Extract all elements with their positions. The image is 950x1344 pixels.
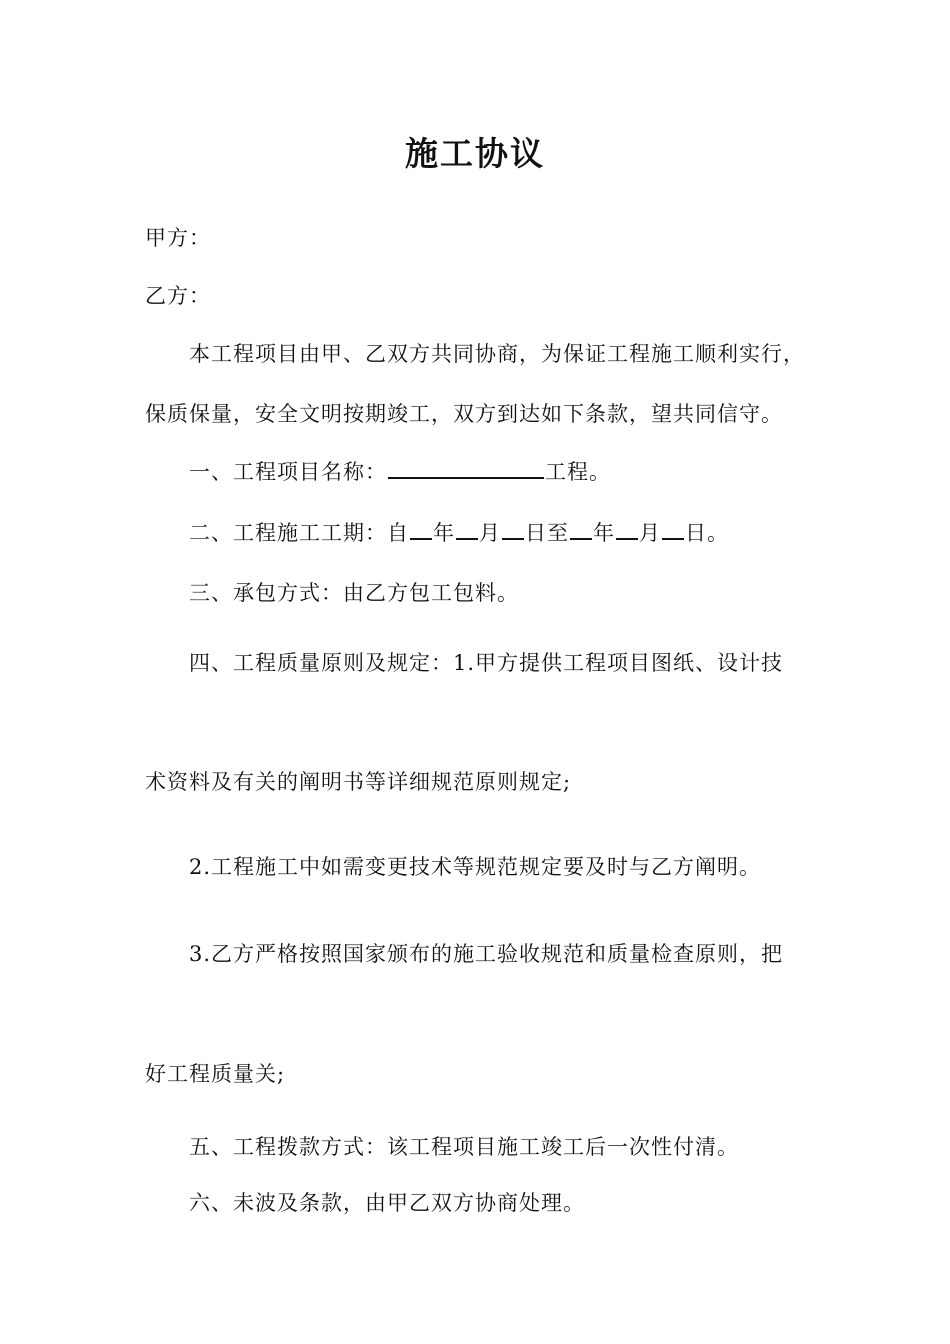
end-day-blank (662, 518, 684, 540)
clause-4-item-3-line-1: 3.乙方严格按照国家颁布的施工验收规范和质量检查原则，把 (189, 942, 784, 966)
clause-5-payment: 五、工程拨款方式：该工程项目施工竣工后一次性付清。 (189, 1135, 739, 1159)
clause-2-prefix: 二、工程施工工期：自 (189, 521, 409, 545)
clause-1-suffix: 工程。 (545, 460, 611, 484)
end-month-label: 月 (639, 521, 661, 545)
intro-paragraph-line-1: 本工程项目由甲、乙双方共同协商，为保证工程施工顺利实行， (189, 342, 805, 366)
start-year-blank (410, 518, 432, 540)
start-day-label: 日至 (525, 521, 569, 545)
start-month-label: 月 (479, 521, 501, 545)
start-day-blank (502, 518, 524, 540)
intro-paragraph-line-2: 保质保量，安全文明按期竣工，双方到达如下条款，望共同信守。 (145, 402, 783, 426)
clause-4-line-1: 四、工程质量原则及规定：1.甲方提供工程项目图纸、设计技 (189, 651, 784, 675)
clause-4-item-3-line-2: 好工程质量关; (145, 1062, 286, 1086)
clause-4-line-2: 术资料及有关的阐明书等详细规范原则规定; (145, 770, 572, 794)
clause-3-contract-method: 三、承包方式：由乙方包工包料。 (189, 581, 519, 605)
party-b-label: 乙方： (145, 284, 211, 308)
clause-6-other: 六、未波及条款，由甲乙双方协商处理。 (189, 1191, 585, 1215)
start-year-label: 年 (433, 521, 455, 545)
clause-1-project-name (189, 457, 611, 486)
party-a-label: 甲方： (145, 226, 211, 250)
page-title: 施工协议 (405, 134, 545, 173)
clause-1-prefix: 一、工程项目名称： (189, 460, 387, 484)
clause-4-item-2: 2.工程施工中如需变更技术等规范规定要及时与乙方阐明。 (189, 855, 762, 879)
end-day-label: 日。 (685, 521, 729, 545)
end-month-blank (616, 518, 638, 540)
clause-2-schedule (189, 518, 729, 547)
end-year-label: 年 (593, 521, 615, 545)
project-name-blank (388, 457, 544, 479)
end-year-blank (570, 518, 592, 540)
start-month-blank (456, 518, 478, 540)
